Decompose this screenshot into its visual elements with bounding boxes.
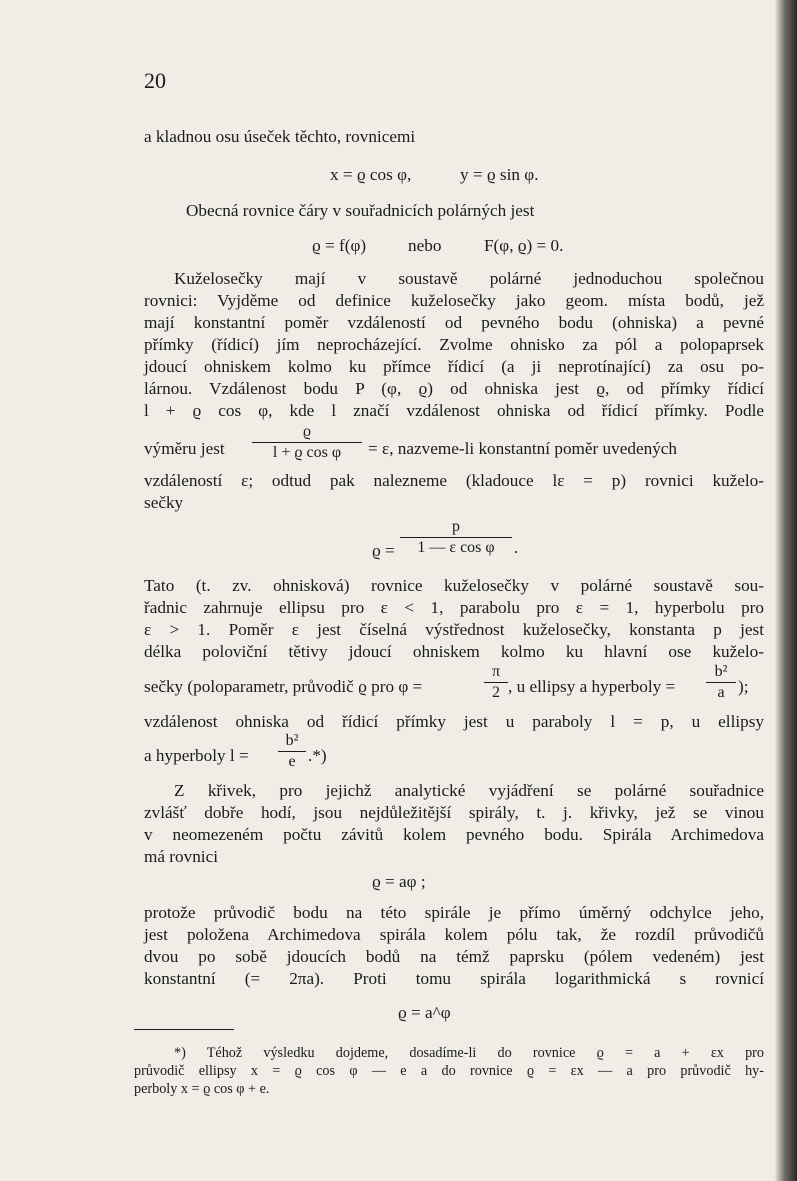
- text-line: vzdáleností ε; odtud pak nalezneme (kladouce lε = p) rovnici kuželo-: [144, 471, 764, 490]
- text-line: jest položena Archimedova spirála kolem pólu tak, že rozdíl průvodičů: [144, 925, 764, 944]
- equation-or: nebo: [408, 236, 442, 255]
- text-line: = ε, nazveme-li konstantní poměr uvedených: [368, 439, 678, 458]
- equation-y: y = ϱ sin φ.: [460, 165, 539, 184]
- text-line: v neomezeném počtu závitů kolem pevného bodu. Spirála Archimedova: [144, 825, 764, 844]
- equation-implicit: F(φ, ϱ) = 0.: [484, 236, 564, 255]
- fraction-numerator: p: [400, 518, 512, 538]
- text-line: , u ellipsy a hyperboly =: [508, 677, 676, 696]
- fraction-numerator: b²: [706, 663, 736, 683]
- text-line: a hyperboly l =: [144, 746, 249, 765]
- footnote-line: perboly x = ϱ cos φ + e.: [134, 1081, 270, 1097]
- text-line: Z křivek, pro jejichž analytické vyjádření se polárné souřadnice: [174, 781, 764, 800]
- equation-archimedes: ϱ = aφ ;: [372, 872, 426, 891]
- fraction-numerator: ϱ: [252, 423, 362, 443]
- text-line: Tato (t. zv. ohnisková) rovnice kuželosečky v polárné soustavě sou-: [144, 576, 764, 595]
- text-line: );: [738, 677, 749, 696]
- fraction-eccentricity: [252, 423, 362, 462]
- text-line: výměru jest: [144, 439, 225, 458]
- equation-logarithmic: ϱ = a^φ: [398, 1003, 451, 1022]
- page-edge-shadow: [775, 0, 797, 1181]
- fraction-denominator: 1 — ε cos φ: [417, 539, 495, 556]
- text-line: jdoucí ohniskem kolmo ku přímce řídicí (a ji neprotínající) za osu po-: [144, 357, 764, 376]
- text-line: ε > 1. Poměr ε jest číselná výstřednost kuželosečky, konstanta p jest: [144, 620, 764, 639]
- fraction-numerator: b²: [278, 732, 306, 752]
- footnote-line: *) Téhož výsledku dojdeme, dosadíme-li do rovnice ϱ = a + εx pro: [174, 1045, 764, 1061]
- text-line: a kladnou osu úseček těchto, rovnicemi: [144, 127, 416, 146]
- text-line: sečky (poloparametr, průvodič ϱ pro φ =: [144, 677, 423, 696]
- text-line: rovnici: Vyjděme od definice kuželosečky jako geom. místa bodů, jež: [144, 291, 764, 310]
- footnote-rule: [134, 1029, 234, 1030]
- equation-x: x = ϱ cos φ,: [330, 165, 412, 184]
- text-line: má rovnici: [144, 847, 218, 866]
- text-line: zvlášť dobře hodí, jsou nejdůležitější spirály, t. j. křivky, jež se vinou: [144, 803, 764, 822]
- fraction-numerator: π: [484, 663, 508, 683]
- text-line: lárnou. Vzdálenost bodu P (φ, ϱ) od ohniska jest ϱ, od přímky řídicí: [144, 379, 764, 398]
- text-line: řadnic zahrnuje ellipsu pro ε < 1, parabolu pro ε = 1, hyperbolu pro: [144, 598, 764, 617]
- fraction-denominator: e: [288, 753, 296, 770]
- text-line: konstantní (= 2πa). Proti tomu spirála logarithmická s rovnicí: [144, 969, 764, 988]
- text-line: Kuželosečky mají v soustavě polárné jednoduchou společnou: [174, 269, 764, 288]
- text-line: mají konstantní poměr vzdáleností od pevného bodu (ohniska) a pevné: [144, 313, 764, 332]
- fraction-denominator: a: [717, 684, 725, 701]
- text-line: dvou po sobě jdoucích bodů na témž paprsku (pólem vedeném) jest: [144, 947, 764, 966]
- text-line: přímky (řídicí) jím neprocházející. Zvolme ohnisko za pól a polopaprsek: [144, 335, 764, 354]
- fraction-denominator: l + ϱ cos φ: [272, 444, 342, 461]
- text-line: délka poloviční tětivy jdoucí ohniskem kolmo ku hlavní ose kuželo-: [144, 642, 764, 661]
- text-line: l + ϱ cos φ, kde l značí vzdálenost ohniska od řídicí přímky. Podle: [144, 401, 764, 420]
- equation-lhs: ϱ =: [372, 541, 395, 560]
- fraction-pi-half: [484, 663, 508, 702]
- fraction-b2-e: [278, 732, 306, 771]
- footnote-line: průvodič ellipsy x = ϱ cos φ — e a do rovnice ϱ = εx — a pro průvodič hy-: [134, 1063, 764, 1079]
- text-line: vzdálenost ohniska od řídicí přímky jest u paraboly l = p, u ellipsy: [144, 712, 764, 731]
- text-line: Obecná rovnice čáry v souřadnicích polárných jest: [186, 201, 535, 220]
- fraction-denominator: 2: [492, 684, 500, 701]
- equation-polar: ϱ = f(φ): [312, 236, 367, 255]
- fraction-conic: [400, 518, 512, 557]
- page-number: 20: [144, 68, 166, 93]
- equation-period: .: [514, 538, 519, 557]
- text-line: sečky: [144, 493, 184, 512]
- fraction-b2-a: [706, 663, 736, 702]
- text-line: .*): [308, 746, 327, 765]
- text-line: protože průvodič bodu na této spirále je přímo úměrný odchylce jeho,: [144, 903, 764, 922]
